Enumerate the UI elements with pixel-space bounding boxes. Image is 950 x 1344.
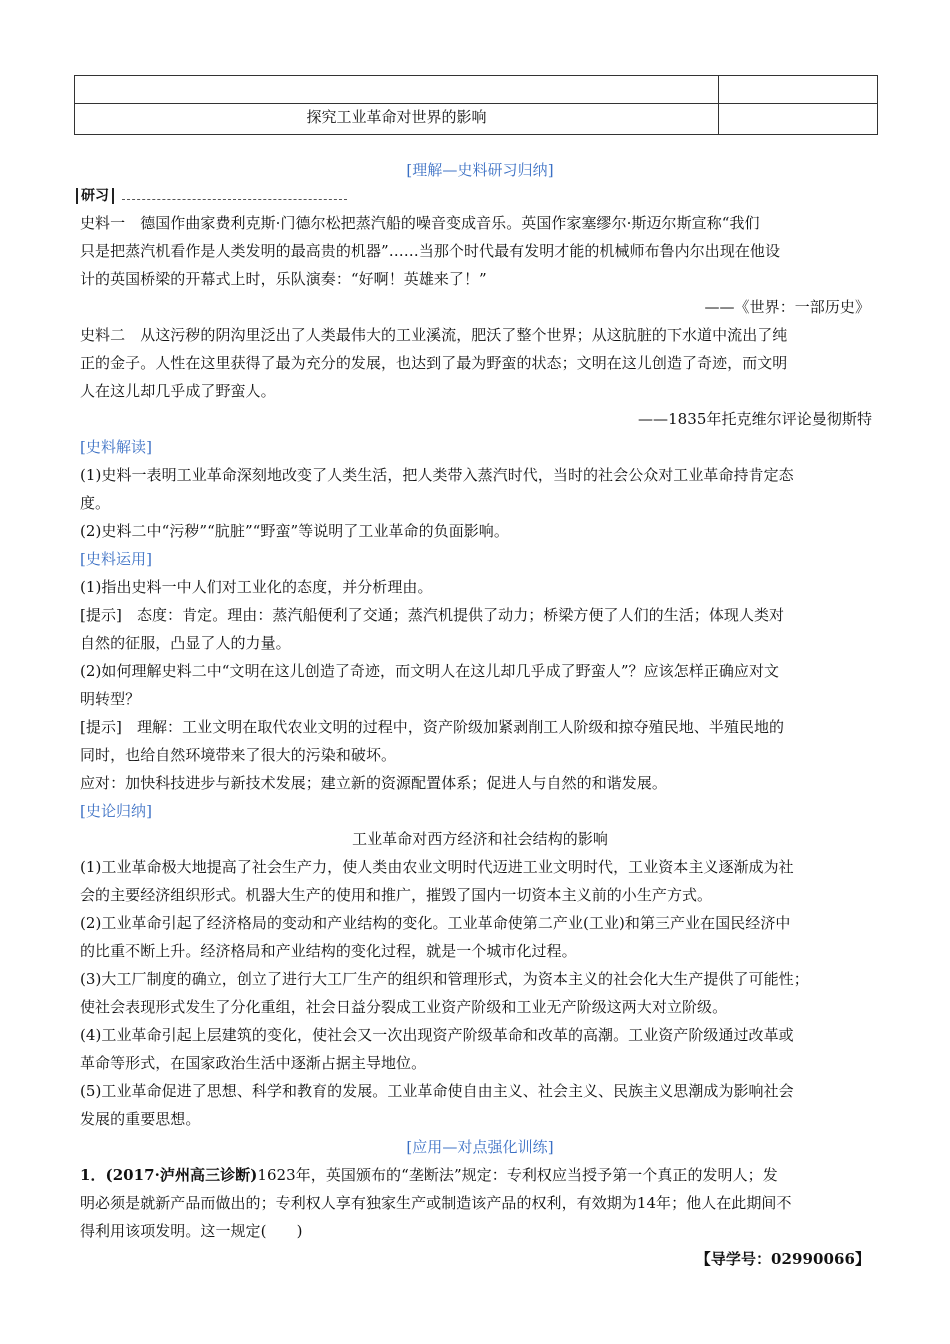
question1-line	[80, 1165, 880, 1185]
table-column-divider	[718, 76, 719, 134]
summary-line: (4)工业革命引起上层建筑的变化，使社会又一次出现资产阶级革命和改革的高潮。工业资产阶级通过改革或	[80, 1026, 794, 1044]
summary-line: 使社会表现形式发生了分化重组，社会日益分裂成工业资产阶级和工业无产阶级这两大对立阶级。	[80, 998, 728, 1016]
source1-line: 只是把蒸汽机看作是人类发明的最高贵的机器”……当那个时代最有发明才能的机械师布鲁内尔出现在他设	[80, 242, 781, 260]
header-table	[74, 75, 878, 135]
table-row-divider	[75, 103, 877, 104]
source2-citation: ——1835年托克维尔评论曼彻斯特	[637, 410, 872, 428]
interpretation-line: (2)史料二中“污秽”“肮脏”“野蛮”等说明了工业革命的负面影响。	[80, 522, 509, 540]
summary-title: 工业革命对西方经济和社会结构的影响	[352, 830, 608, 848]
source2-line: 人在这儿却几乎成了野蛮人。	[80, 382, 276, 400]
application-line: [提示] 态度：肯定。理由：蒸汽船便利了交通；蒸汽机提供了动力；桥梁方便了人们的生活；体现人类对	[80, 606, 785, 624]
interpretation-heading: [史料解读]	[80, 438, 153, 456]
interpretation-line: 度。	[80, 494, 111, 512]
application-heading: [史料运用]	[80, 550, 153, 568]
summary-line: 发展的重要思想。	[80, 1110, 201, 1128]
summary-line: (3)大工厂制度的确立，创立了进行大工厂生产的组织和管理形式，为资本主义的社会化大生产提供了可能性；	[80, 970, 809, 988]
summary-heading: [史论归纳]	[80, 802, 153, 820]
source1-line: 史料一 德国作曲家费利克斯·门德尔松把蒸汽船的噪音变成音乐。英国作家塞缪尔·斯迈尔斯宣称“我们	[80, 214, 760, 232]
application-line: 自然的征服，凸显了人的力量。	[80, 634, 291, 652]
source2-line: 史料二 从这污秽的阴沟里泛出了人类最伟大的工业溪流，肥沃了整个世界；从这肮脏的下水道中流出了纯	[80, 326, 788, 344]
study-tag: 研习	[76, 188, 114, 204]
summary-line: 会的主要经济组织形式。机器大生产的使用和推广，摧毁了国内一切资本主义前的小生产方式。	[80, 886, 713, 904]
summary-line: (1)工业革命极大地提高了社会生产力，使人类由农业文明时代迈进工业文明时代，工业资本主义逐渐成为社	[80, 858, 794, 876]
table-cell-topic: 探究工业革命对世界的影响	[306, 108, 487, 126]
application-line: (1)指出史料一中人们对工业化的态度，并分析理由。	[80, 578, 433, 596]
application-line: (2)如何理解史料二中“文明在这儿创造了奇迹，而文明人在这儿却几乎成了野蛮人”？应该怎样正确应对文	[80, 662, 780, 680]
source1-line: 计的英国桥梁的开幕式上时，乐队演奏：“好啊！英雄来了！”	[80, 270, 487, 288]
summary-line: (5)工业革命促进了思想、科学和教育的发展。工业革命使自由主义、社会主义、民族主义思潮成为影响社会	[80, 1082, 794, 1100]
dashed-divider	[122, 199, 347, 200]
application-line: 应对：加快科技进步与新技术发展；建立新的资源配置体系；促进人与自然的和谐发展。	[80, 774, 667, 792]
source2-line: 正的金子。人性在这里获得了最为充分的发展，也达到了最为野蛮的状态；文明在这儿创造了奇迹，而文明	[80, 354, 788, 372]
application-line: [提示] 理解：工业文明在取代农业文明的过程中，资产阶级加紧剥削工人阶级和掠夺殖民地、半殖民地的	[80, 718, 785, 736]
guide-number: 【导学号：02990066】	[695, 1250, 870, 1268]
question1-line: 明必须是就新产品而做出的；专利权人享有独家生产或制造该产品的权利，有效期为14年；他人在此期间不	[80, 1194, 792, 1212]
question-number: 1．	[80, 1166, 106, 1184]
interpretation-line: (1)史料一表明工业革命深刻地改变了人类生活，把人类带入蒸汽时代，当时的社会公众对工业革命持肯定态	[80, 466, 794, 484]
source1-citation: ——《世界：一部历史》	[704, 298, 870, 316]
application-line: 明转型？	[80, 690, 141, 708]
section-title-understand: [理解—史料研习归纳]	[406, 161, 554, 179]
summary-line: (2)工业革命引起了经济格局的变动和产业结构的变化。工业革命使第二产业(工业)和第三产业在国民经济中	[80, 914, 791, 932]
summary-line: 的比重不断上升。经济格局和产业结构的变化过程，就是一个城市化过程。	[80, 942, 577, 960]
section-title-practice: [应用—对点强化训练]	[406, 1138, 554, 1156]
application-line: 同时，也给自然环境带来了很大的污染和破坏。	[80, 746, 397, 764]
summary-line: 革命等形式，在国家政治生活中逐渐占据主导地位。	[80, 1054, 427, 1072]
question1-line: 得利用该项发明。这一规定( )	[80, 1222, 303, 1240]
question-source: (2017·泸州高三诊断)	[105, 1166, 258, 1184]
question-text: 1623年，英国颁布的“垄断法”规定：专利权应当授予第一个真正的发明人；发	[257, 1166, 778, 1184]
